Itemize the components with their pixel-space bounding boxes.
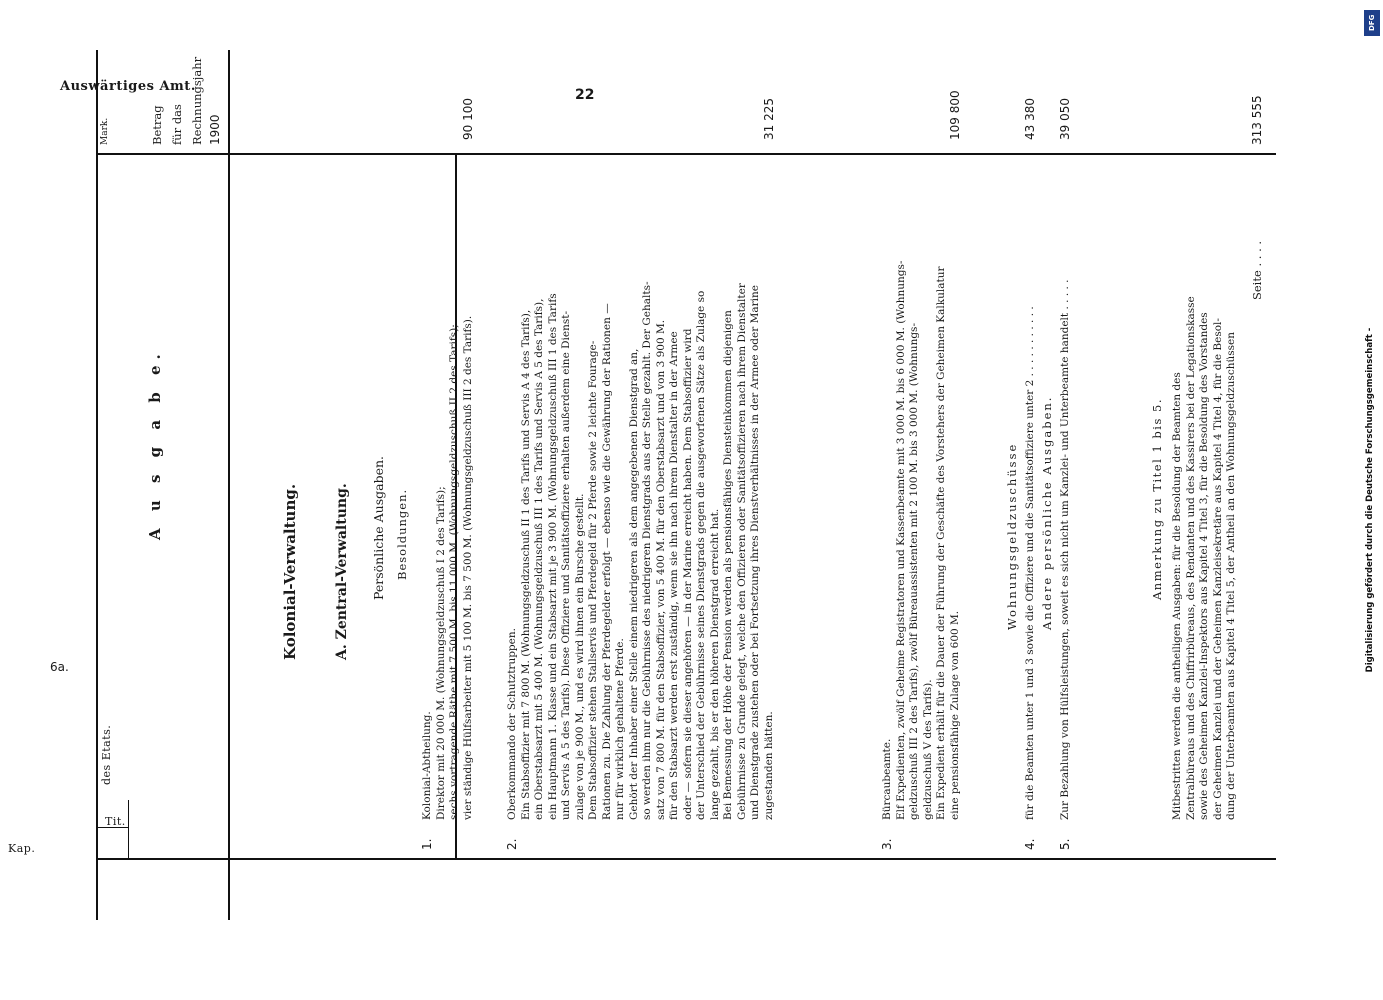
anmerkung-line: dung der Unterbeamten aus Kapitel 4 Titel 5, der Antheil an den Wohnungsgeldzuschüssen	[1225, 332, 1237, 820]
header-tit: Tit.	[105, 815, 126, 828]
heading-besoldungen: Besoldungen.	[395, 488, 409, 580]
entry-line: eine pensionsfähige Zulage von 600 M.	[948, 610, 961, 820]
amount-header-1: Betrag	[150, 105, 164, 145]
entry-line: Bei Bemessung der Höhe der Pension werden als pensionsfähiges Diensteinkommen diejenigen	[722, 310, 734, 820]
dfg-logo: DFG	[1364, 10, 1380, 36]
entry-line: für den Stabsarzt werden erst zuständig, wenn sie ihn nach ihrem Dienstalter in der Armee	[668, 331, 680, 820]
rule-top-header	[96, 50, 98, 920]
dfg-sidebar	[1362, 0, 1383, 1000]
entry-subheading: Wohnungsgeldzuschüsse	[1005, 442, 1019, 630]
amount-header-3: Rechnungsjahr	[190, 56, 204, 145]
entry-titel: 5.	[1057, 838, 1072, 850]
entry-line: ein Hauptmann 1. Klasse und ein Stabsarzt mit je 3 900 M. (Wohnungsgeldzuschuß III 1 des Tarifs	[546, 293, 559, 820]
entry-line: Dem Stabsoffizier stehen Stallservis und Pferdegeld für 2 Pferde sowie 2 leichte Fourage-	[587, 340, 599, 820]
anmerkung-title: Anmerkung zu Titel 1 bis 5.	[1150, 398, 1164, 600]
entry-line: und Dienstgrade zustehen oder bei Fortsetzung ihres Dienstverhältnisses in der Armee oder Marine	[749, 285, 761, 820]
entry-line: geldzuschuß III 2 des Tarifs), zwölf Büreauassistenten mit 2 100 M. bis 3 000 M. (Wohnungs-	[908, 323, 920, 820]
rule-kap-tit	[128, 800, 129, 860]
entry-amount: 31 225	[761, 98, 776, 140]
entry-line: so werden ihm nur die Gebührnisse des niedrigeren Dienstgrads aus der Stelle gezahlt. Der Gehalts-	[641, 281, 653, 820]
entry-line: zulage von je 900 M., und es wird ihnen ein Bursche gestellt.	[573, 493, 586, 820]
document-page	[0, 40, 1360, 960]
heading-persoenlich: Persönliche Ausgaben.	[371, 455, 386, 600]
entry-titel: 2.	[505, 838, 519, 850]
entry-line: vier ständige Hülfsarbeiter mit 5 100 M. bis 7 500 M. (Wohnungsgeldzuschuß III 2 des Tarifs).	[461, 315, 474, 820]
entry-line: für die Beamten unter 1 und 3 sowie die Offiziere und die Sanitätsoffiziere unter 2 . . . . . . . . . . .	[1023, 306, 1036, 820]
entry-line: Kolonial-Abtheilung.	[421, 711, 433, 820]
entry-line: der Unterschied der Gebührnisse seines Dienstgrads gegen die ausgeworfenen Sätze als Zulage so	[695, 290, 707, 820]
entry-line: Ein Stabsoffizier mit 7 800 M. (Wohnungsgeldzuschuß II 1 des Tarifs und Servis A 4 des Tarifs),	[519, 309, 532, 820]
entry-line: Oberkommando der Schutztruppen.	[506, 628, 518, 820]
amount-header-4: 1900	[208, 114, 222, 145]
header-des-etats: des Etats.	[100, 724, 113, 785]
entry-line: Gehört der Inhaber einer Stelle einem niedrigeren als dem angegebenen Dienstgrad an,	[627, 348, 640, 820]
entry-titel: 4.	[1022, 838, 1037, 850]
entry-line: und Servis A 5 des Tarifs). Diese Offiziere und Sanitätsoffiziere erhalten außerdem eine Dienst-	[560, 310, 572, 820]
header-kap: Kap.	[8, 842, 36, 855]
entry-line: Bürcaubeamte.	[881, 738, 893, 820]
dfg-notice: Digitalisierung gefördert durch die Deutsche Forschungsgemeinschaft -	[1365, 327, 1375, 673]
entry-titel: 3.	[880, 838, 894, 850]
heading-zentral: A. Zentral-Verwaltung.	[334, 483, 350, 660]
running-head: Auswärtiges Amt.	[60, 79, 196, 94]
entry-line: satz von 7 800 M. für den Stabsoffizier, von 5 400 M. für den Oberstabsarzt und von 3 900 M.	[654, 319, 667, 820]
entry-amount: 109 800	[947, 90, 962, 140]
entry-line: nur für wirklich gehaltene Pferde.	[614, 638, 626, 820]
entry-titel: 1.	[420, 838, 434, 850]
entry-line: Direktor mit 20 000 M. (Wohnungsgeldzuschuß I 2 des Tarifs);	[434, 486, 447, 820]
entry-line: lange gezahlt, bis er den höheren Dienstgrad erreicht hat.	[708, 508, 721, 820]
anmerkung-line: Zentralbüreaus und des Chiffrirbüreaus, des Rendanten und des Kassirers bei der Legationskasse	[1184, 296, 1197, 820]
anmerkung-line: der Geheimen Kanzlei und der Geheimen Kanzleisekretäre aus Kapitel 4 Titel 4, für die Besol-	[1211, 318, 1224, 820]
amount-header-5: Mark.	[100, 117, 110, 145]
kapitel-number: 6a.	[50, 660, 69, 674]
rule-header-bottom	[228, 50, 230, 920]
entry-line: geldzuschuß V des Tarifs).	[921, 679, 934, 820]
seite-label: Seite . . . .	[1250, 240, 1264, 300]
entry-subheading: Andere persönliche Ausgaben.	[1040, 395, 1054, 630]
entry-amount: 43 380	[1022, 98, 1037, 140]
entry-line: Gebührnisse zu Grunde gelegt, welche den Offizieren oder Sanitätsoffizieren nach ihrem Dienstalter	[735, 283, 748, 820]
heading-ausgabe: A u s g a b e.	[146, 348, 164, 540]
entry-line: Ein Expedient erhält für die Dauer der Führung der Geschäfte des Vorstehers der Geheimen Kalkulatur	[935, 266, 947, 820]
amount-header-2: für das	[170, 104, 184, 145]
rule-amount-column	[96, 154, 1276, 156]
entry-line: oder — sofern sie dieser angehören — in der Marine erreicht haben. Dem Stabsoffizier wird	[681, 328, 694, 820]
entry-line: Elf Expedienten, zwölf Geheime Registratoren und Kassenbeamte mit 3 000 M. bis 6 000 M. (Wohnungs-	[894, 260, 907, 820]
heading-kolonial: Kolonial-Verwaltung.	[281, 483, 299, 660]
anmerkung-line: sowie des Geheimen Kanzlei-Inspektors aus Kapitel 4 Titel 3, für die Besoldung des Vorstandes	[1198, 312, 1210, 820]
entry-line: ein Oberstabsarzt mit 5 400 M. (Wohnungsgeldzuschuß III 1 des Tarifs und Servis A 5 des Tarifs),	[533, 298, 545, 820]
entry-amount: 90 100	[460, 98, 475, 140]
entry-amount: 39 050	[1057, 98, 1072, 140]
entry-line: zugestanden hätten.	[762, 711, 775, 820]
entry-line: Rationen zu. Die Zahlung der Pferdegelder erfolgt — ebenso wie die Gewährung der Rationen —	[600, 303, 613, 820]
page-number: 22	[575, 87, 595, 103]
entry-line: sechs vortragende Räthe mit 7 500 M. bis 11 000 M. (Wohnungsgeldzuschuß II 2 des Tarifs);	[448, 324, 460, 820]
rule-left-column	[96, 859, 1276, 861]
entry-line: Zur Bezahlung von Hülfsleistungen, soweit es sich nicht um Kanzlei- und Unterbeamte handelt . . . . .	[1058, 279, 1071, 820]
seite-total: 313 555	[1250, 95, 1264, 145]
anmerkung-line: Mitbestritten werden die antheiligen Ausgaben: für die Besoldung der Beamten des	[1171, 372, 1183, 820]
